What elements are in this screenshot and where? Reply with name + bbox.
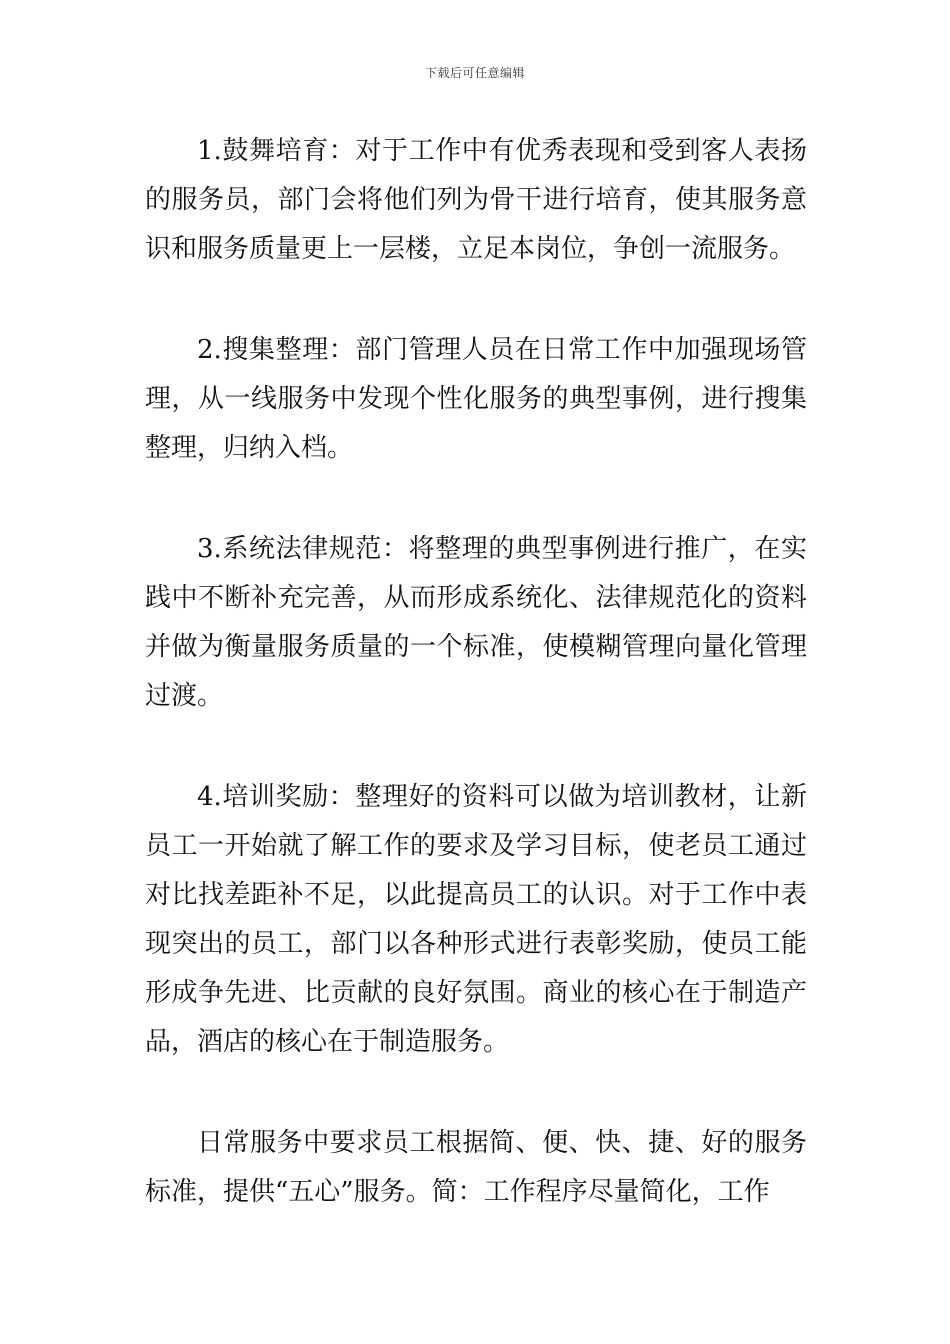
paragraph-system-standardize: 3.系统法律规范：将整理的典型事例进行推广，在实践中不断补充完善，从而形成系统化、法律规范化的资料并做为衡量服务质量的一个标准，使模糊管理向量化管理过渡。	[145, 534, 807, 711]
paragraph-training-rewards: 4.培训奖励：整理好的资料可以做为培训教材，让新员工一开始就了解工作的要求及学习目标，使老员工通过对比找差距补不足，以此提高员工的认识。对于工作中表现突出的员工，部门以各种形式进行表彰奖励，使员工能形成争先进、比贡献的良好氛围。商业的核心在于制造产品，酒店的核心在于制造服务。	[145, 782, 807, 1057]
paragraph-daily-service: 日常服务中要求员工根据简、便、快、捷、好的服务标准，提供“五心”服务。简：工作程序尽量简化，工作	[145, 1128, 807, 1207]
page-header: 下载后可任意编辑	[424, 66, 525, 80]
document-body	[145, 127, 807, 1217]
paragraph-encourage-training: 1.鼓舞培育：对于工作中有优秀表现和受到客人表扬的服务员，部门会将他们列为骨干进行培育，使其服务意识和服务质量更上一层楼，立足本岗位，争创一流服务。	[145, 136, 807, 264]
paragraph-collect-organize: 2.搜集整理：部门管理人员在日常工作中加强现场管理，从一线服务中发现个性化服务的典型事例，进行搜集整理，归纳入档。	[145, 335, 807, 463]
